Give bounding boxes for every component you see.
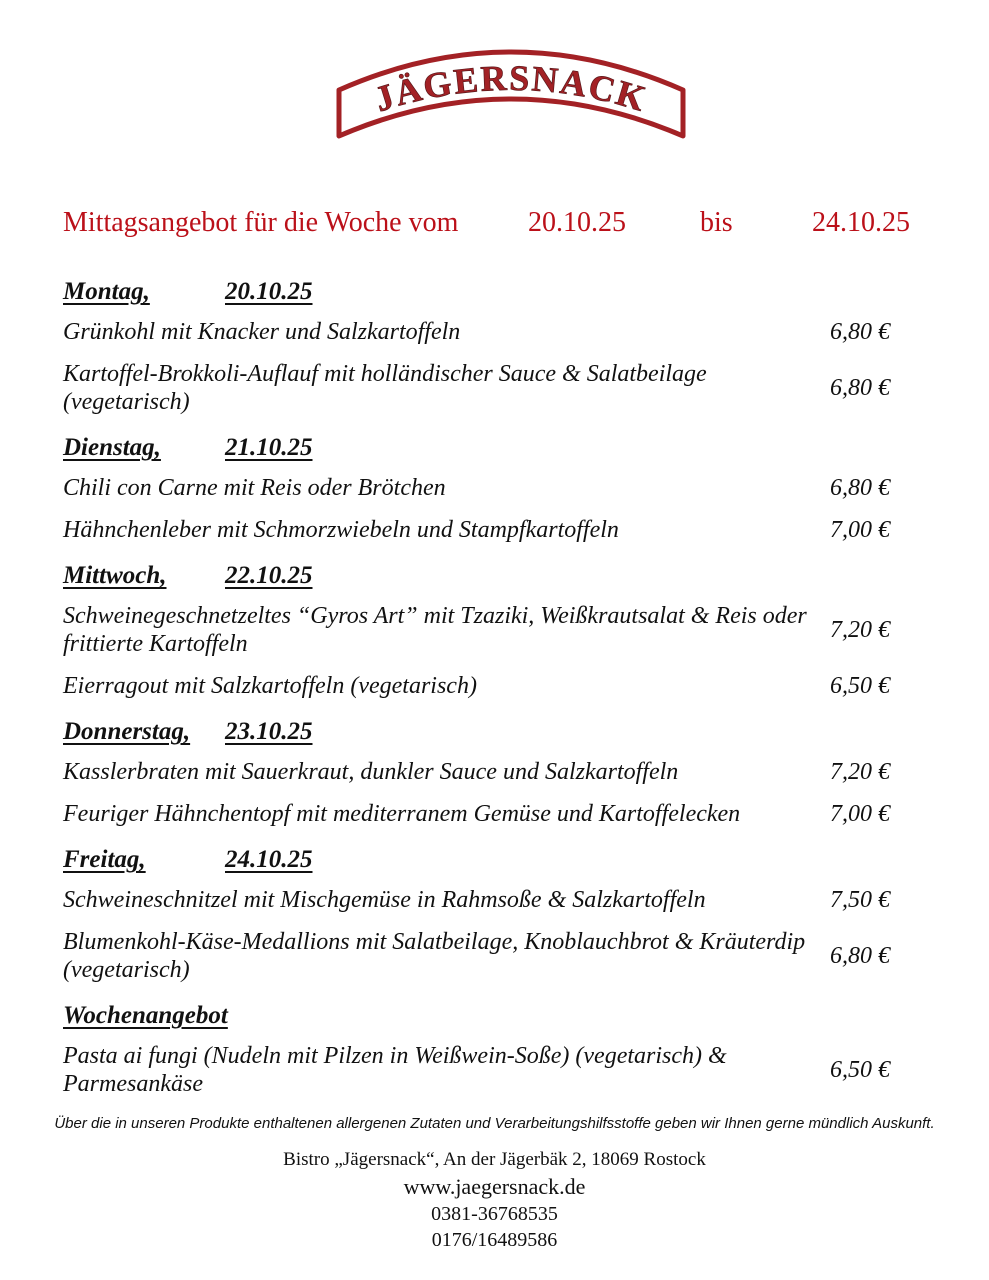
menu-item-row xyxy=(63,751,890,793)
dish-price: 6,50 € xyxy=(830,1056,890,1083)
dish-price: 6,50 € xyxy=(830,672,890,699)
page-title xyxy=(63,207,910,245)
day-heading xyxy=(63,1001,890,1031)
day-name: Freitag, xyxy=(63,846,146,873)
menu-item-row xyxy=(63,467,890,509)
dish-price: 7,00 € xyxy=(830,516,890,543)
bistro-address: Bistro „Jägersnack“, An der Jägerbäk 2, 18069 Rostock xyxy=(283,1149,706,1170)
dish-price: 7,20 € xyxy=(830,758,890,785)
menu-item-row xyxy=(63,311,890,353)
section-dienstag xyxy=(63,433,890,551)
day-heading xyxy=(63,433,890,463)
section-montag xyxy=(63,277,890,423)
dish-name: Chili con Carne mit Reis oder Brötchen xyxy=(63,475,446,501)
title-prefix: Mittagsangebot für die Woche vom xyxy=(63,207,459,238)
dish-name: Grünkohl mit Knacker und Salzkartoffeln xyxy=(63,319,461,345)
dish-name: Blumenkohl-Käse-Medallions mit Salatbeilage, Knoblauchbrot & Kräuterdip (vegetarisch) xyxy=(63,929,806,983)
section-wochenangebot xyxy=(63,1001,890,1105)
day-name: Donnerstag, xyxy=(63,718,191,745)
phone-mobile: 0176/16489586 xyxy=(431,1229,558,1251)
dish-price: 6,80 € xyxy=(830,942,890,969)
title-separator: bis xyxy=(700,207,733,238)
dish-price: 6,80 € xyxy=(830,474,890,501)
title-start-date: 20.10.25 xyxy=(528,207,626,238)
title-end-date: 24.10.25 xyxy=(812,207,910,238)
day-date: 23.10.25 xyxy=(225,718,313,745)
day-name: Mittwoch, xyxy=(63,562,167,589)
dish-price: 7,00 € xyxy=(830,800,890,827)
day-name: Wochenangebot xyxy=(63,1002,228,1029)
dish-price: 7,50 € xyxy=(830,886,890,913)
logo-text: JÄGERSNACK xyxy=(369,57,652,120)
jaegersnack-logo-icon xyxy=(331,46,691,141)
menu-sections xyxy=(63,277,890,1105)
day-heading xyxy=(63,845,890,875)
website-url: www.jaegersnack.de xyxy=(403,1174,586,1199)
day-name: Dienstag, xyxy=(63,434,161,461)
menu-item-row xyxy=(63,879,890,921)
dish-name: Pasta ai fungi (Nudeln mit Pilzen in Weißwein-Soße) (vegetarisch) & Parmesankäse xyxy=(63,1043,727,1097)
dish-name: Feuriger Hähnchentopf mit mediterranem Gemüse und Kartoffelecken xyxy=(63,801,741,827)
menu-content xyxy=(0,207,989,1105)
menu-item-row xyxy=(63,353,890,423)
dish-price: 7,20 € xyxy=(830,616,890,643)
day-name: Montag, xyxy=(63,278,150,305)
menu-item-row xyxy=(63,509,890,551)
day-date: 24.10.25 xyxy=(225,846,313,873)
menu-item-row xyxy=(63,793,890,835)
menu-item-row xyxy=(63,921,890,991)
section-mittwoch xyxy=(63,561,890,707)
day-heading xyxy=(63,561,890,591)
dish-price: 6,80 € xyxy=(830,318,890,345)
section-donnerstag xyxy=(63,717,890,835)
footer xyxy=(0,1148,989,1253)
section-freitag xyxy=(63,845,890,991)
dish-name: Kasslerbraten mit Sauerkraut, dunkler Sauce und Salzkartoffeln xyxy=(63,759,679,785)
allergen-note: Über die in unseren Produkte enthaltenen allergenen Zutaten und Verarbeitungshilfsstoffe geben wir Ihnen gerne mündlich Auskunft. xyxy=(54,1115,935,1132)
day-date: 20.10.25 xyxy=(225,278,313,305)
menu-item-row xyxy=(63,1035,890,1105)
phone-landline: 0381-36768535 xyxy=(431,1203,558,1225)
day-heading xyxy=(63,277,890,307)
dish-name: Hähnchenleber mit Schmorzwiebeln und Stampfkartoffeln xyxy=(63,517,619,543)
dish-name: Schweinegeschnetzeltes “Gyros Art” mit Tzaziki, Weißkrautsalat & Reis oder frittierte Kartoffeln xyxy=(63,603,807,657)
dish-name: Schweineschnitzel mit Mischgemüse in Rahmsoße & Salzkartoffeln xyxy=(63,887,706,913)
day-heading xyxy=(63,717,890,747)
menu-item-row xyxy=(63,665,890,707)
dish-price: 6,80 € xyxy=(830,374,890,401)
day-date: 21.10.25 xyxy=(225,434,313,461)
logo-banner xyxy=(331,0,691,141)
dish-name: Eierragout mit Salzkartoffeln (vegetarisch) xyxy=(63,673,477,699)
menu-item-row xyxy=(63,595,890,665)
dish-name: Kartoffel-Brokkoli-Auflauf mit holländischer Sauce & Salatbeilage (vegetarisch) xyxy=(63,361,707,415)
day-date: 22.10.25 xyxy=(225,562,313,589)
